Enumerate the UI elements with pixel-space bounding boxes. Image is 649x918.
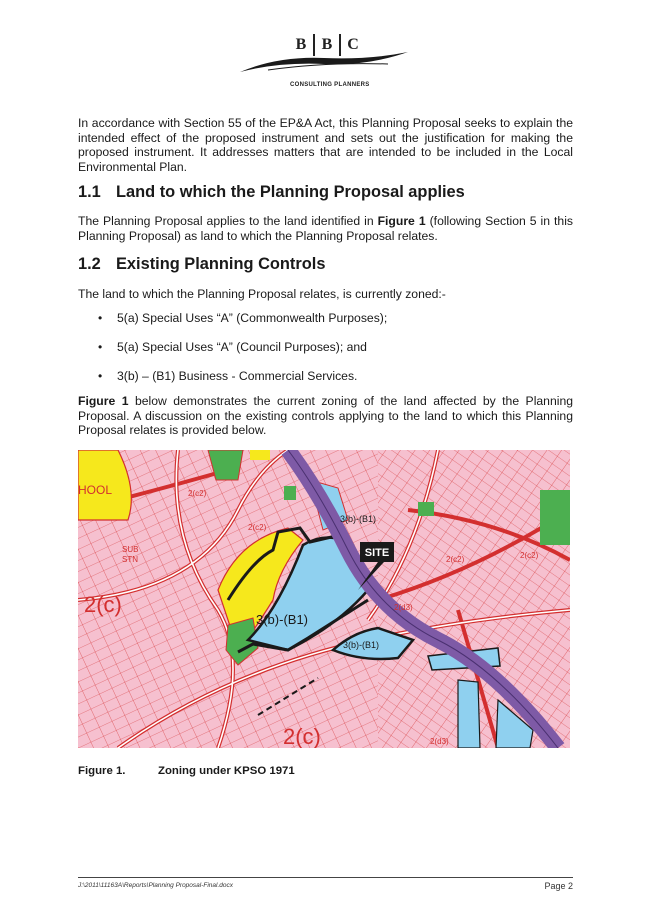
- heading-title: Land to which the Planning Proposal applies: [116, 183, 465, 201]
- zone-label-2c2: 2(c2): [248, 523, 267, 532]
- section-1-2-lead: The land to which the Planning Proposal relates, is currently zoned:-: [78, 287, 446, 301]
- open-space-zone: [418, 502, 434, 516]
- heading-1-1: [78, 183, 465, 202]
- zone-label-3b-b1: 3(b)-(B1): [343, 640, 380, 650]
- open-space-zone: [540, 490, 570, 545]
- sub-station-label: STN: [122, 555, 138, 564]
- footer-file-path: J:\2011\11163A\Reports\Planning Proposal-Final.docx: [78, 882, 234, 889]
- figure-reference: Figure 1: [78, 394, 129, 408]
- bbc-logo: [238, 34, 410, 94]
- zone-label-2c2: 2(c2): [188, 489, 207, 498]
- heading-number: 1.2: [78, 255, 101, 273]
- bullet-icon: •: [98, 369, 103, 383]
- figure-title: Zoning under KPSO 1971: [158, 765, 295, 777]
- intro-paragraph: In accordance with Section 55 of the EP&A Act, this Planning Proposal seeks to explain the intended effect of the proposed instrument and sets out the justification for making the proposed instrument. It addresses matters that are intended to be included in the Local Environmental Plan.: [78, 116, 573, 174]
- list-item: [98, 340, 568, 369]
- logo-wave-icon: [238, 48, 410, 78]
- logo-letter-b2: B: [321, 36, 333, 53]
- logo-letter-b1: B: [295, 36, 307, 53]
- open-space-zone: [284, 486, 296, 500]
- text: The Planning Proposal applies to the land identified in: [78, 214, 378, 228]
- logo-letter-c: C: [347, 36, 359, 53]
- zone-label-2c: 2(c): [283, 724, 321, 748]
- zone-label-2c2: 2(c2): [446, 555, 465, 564]
- figure-caption: [78, 765, 295, 777]
- school-label: HOOL: [78, 483, 113, 497]
- text: below demonstrates the current zoning of the land affected by the Planning Proposal. A discussion on the existing controls applying to the land to which this Planning Proposal relates is provided below.: [78, 394, 573, 438]
- zone-label-2d3: 2(d3): [430, 737, 449, 746]
- heading-title: Existing Planning Controls: [116, 255, 326, 273]
- zone-label-2c: 2(c): [84, 592, 122, 617]
- bullet-icon: •: [98, 340, 103, 354]
- bullet-icon: •: [98, 311, 103, 325]
- figure-number: Figure 1.: [78, 765, 126, 777]
- figure-intro-paragraph: [78, 394, 573, 438]
- list-item-text: 3(b) – (B1) Business - Commercial Services.: [117, 369, 358, 383]
- list-item-text: 5(a) Special Uses “A” (Council Purposes); and: [117, 340, 367, 354]
- site-label: SITE: [364, 547, 390, 559]
- footer-divider: [78, 877, 573, 878]
- list-item-text: 5(a) Special Uses “A” (Commonwealth Purposes);: [117, 311, 388, 325]
- figure-reference: Figure 1: [377, 214, 426, 228]
- zone-label-2d3: 2(d3): [394, 603, 413, 612]
- list-item: [98, 311, 568, 340]
- logo-tagline: CONSULTING PLANNERS: [290, 82, 370, 88]
- text: (following Section 5 in this Planning Proposal) as land to which the Planning Proposal relates.: [78, 214, 573, 243]
- zone-label-3b-b1: 3(b)-(B1): [340, 514, 377, 524]
- heading-number: 1.1: [78, 183, 101, 201]
- zone-label-3b-b1: 3(b)-(B1): [256, 612, 309, 627]
- heading-1-2: [78, 255, 325, 274]
- sub-station-label: SUB: [122, 545, 139, 554]
- zoning-list: [98, 311, 568, 398]
- section-1-1-paragraph: [78, 214, 573, 243]
- zone-label-2c2: 2(c2): [520, 551, 539, 560]
- zoning-map: [78, 450, 570, 748]
- special-uses-zone-small: [250, 450, 270, 460]
- business-zone: [458, 680, 480, 748]
- page-number: Page 2: [544, 881, 573, 891]
